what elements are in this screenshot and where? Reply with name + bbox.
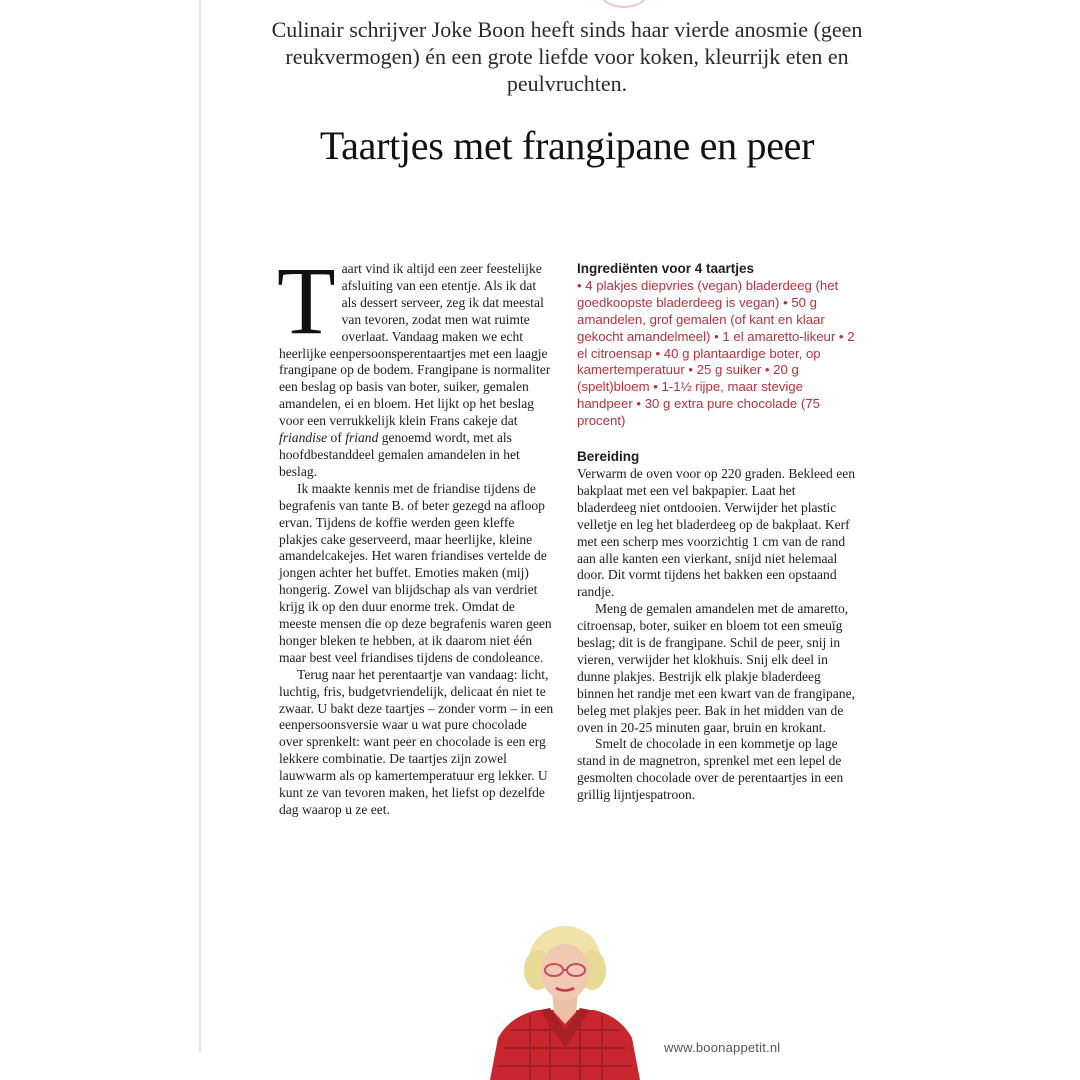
article-paragraph bbox=[279, 481, 554, 667]
article-body bbox=[277, 247, 554, 819]
ingredient-item: 20 g (spelt)bloem bbox=[577, 362, 799, 395]
text-run: Ik maakte kennis met de friandise tijdens de begrafenis van tante B. of beter gezegd na afloop ervan. Tijdens de koffie werden geen kleffe plakjes cake geserveerd, maar heerlijke, kleine amandelcakejes. Het waren friandises vertelde de jongen achter het buffet. Emoties maken (mij) hongerig. Zowel van blijdschap als van verdriet krijg ik op den duur enorme trek. Omdat de meeste mensen die op deze begrafenis waren geen honger bleken te hebben, at ik daarom niet één maar best veel friandises tijdens de condoleance. bbox=[279, 480, 552, 665]
ingredients-list bbox=[577, 278, 857, 430]
ingredient-item: 30 g extra pure chocolade (75 procent) bbox=[577, 396, 820, 429]
text-run: genoemd wordt, met als hoofdbestanddeel gemalen amandelen in het beslag. bbox=[279, 430, 520, 479]
drop-cap: T bbox=[277, 247, 336, 354]
text-run: Terug naar het perentaartje van vandaag: licht, luchtig, fris, budgetvriendelijk, delicaat én niet te zwaar. U bakt deze taartjes – zonder vorm – in een eenpersoonsversie waar u wat pure chocolade over sprenkelt: want peer en chocolade is een erg lekkere combinatie. De taartjes zijn zowel lauwwarm als op kamertemperatuur erg lekker. U kunt ze van tevoren maken, het liefst op dezelfde dag waarop u ze eet. bbox=[279, 666, 554, 817]
website-url: www.boonappetit.nl bbox=[664, 1040, 781, 1055]
intro-text: Culinair schrijver Joke Boon heeft sinds haar vierde anosmie (geen reukvermogen) én een grote liefde voor koken, kleurrijk eten en peulvruchten. bbox=[271, 17, 863, 96]
preparation-step: Meng de gemalen amandelen met de amaretto, citroensap, boter, suiker en bloem tot een smeuïg beslag; dit is de frangipane. Schil de peer, snij in vieren, verwijder het klokhuis. Snij elk deel in dunne plakjes. Bestrijk elk plakje bladerdeeg binnen het randje met een kwart van de frangipane, beleg met plakjes peer. Bak in het midden van de oven in 20-25 minuten gaar, bruin en krokant. bbox=[577, 601, 855, 735]
ingredient-item: 1 el amaretto-likeur bbox=[722, 328, 836, 344]
article-column bbox=[277, 247, 554, 819]
bullet-icon: • bbox=[649, 379, 662, 395]
top-decoration bbox=[600, 0, 648, 8]
bullet-icon: • bbox=[684, 362, 697, 378]
italic-term: friandise bbox=[279, 430, 328, 446]
recipe-column bbox=[577, 261, 857, 804]
bullet-icon: • bbox=[651, 345, 664, 361]
ingredient-item: 2 el citroensap bbox=[577, 328, 855, 361]
ingredient-item: 25 g suiker bbox=[696, 362, 762, 378]
text-run: of bbox=[327, 430, 346, 446]
italic-term: friand bbox=[345, 430, 379, 446]
recipe-title: Taartjes met frangipane en peer bbox=[319, 123, 815, 168]
preparation-heading: Bereiding bbox=[577, 449, 640, 465]
bullet-icon: • bbox=[835, 328, 848, 344]
author-portrait bbox=[490, 920, 640, 1080]
ingredients-heading: Ingrediënten voor 4 taartjes bbox=[577, 261, 755, 276]
ingredient-item: 40 g plantaardige boter, op kamertemperatuur bbox=[577, 345, 821, 378]
bullet-icon: • bbox=[761, 362, 774, 378]
bullet-icon: • bbox=[632, 396, 645, 412]
preparation-step: Verwarm de oven voor op 220 graden. Bekleed een bakplaat met een vel bakpapier. Laat het bladerdeeg niet ontdooien. Verwijder het plastic velletje en leg het bladerdeeg op de bakplaat. Kerf met een scherp mes voorzichtig 1 cm van de rand aan alle kanten een vierkant, snijd niet helemaal door. Dit vormt tijdens het bakken een opstaand randje. bbox=[577, 465, 855, 600]
bullet-icon: • bbox=[779, 294, 792, 310]
ingredient-item: 4 plakjes diepvries (vegan) bladerdeeg (het goedkoopste bladerdeeg is vegan) bbox=[577, 277, 839, 310]
ingredient-item: 50 g amandelen, grof gemalen (of kant en klaar gekocht amandelmeel) bbox=[577, 294, 825, 344]
text-run: aart vind ik altijd een zeer feestelijke afsluiting van een etentje. Als ik dat als dessert serveer, zeg ik dat meestal van tevoren, zodat men wat ruimte overlaat. Vandaag maken we echt heerlijke eenpersoonsperentaartjes met een laagje frangipane op de bodem. Frangipane is normaliter een beslag op basis van boter, suiker, gemalen amandelen, ei en bloem. Het lijkt op het beslag voor een verrukkelijk klein Frans cakeje dat bbox=[279, 261, 551, 429]
preparation-step: Smelt de chocolade in een kommetje op lage stand in de magnetron, sprenkel met een lepel de gesmolten chocolade over de perentaartjes in een grillig lijntjespatroon. bbox=[577, 736, 844, 803]
preparation-body bbox=[577, 466, 857, 804]
ingredient-item: 1-1½ rijpe, maar stevige handpeer bbox=[577, 379, 803, 412]
bullet-icon: • bbox=[710, 328, 723, 344]
article-paragraph bbox=[279, 667, 554, 819]
bullet-icon: • bbox=[577, 277, 586, 293]
